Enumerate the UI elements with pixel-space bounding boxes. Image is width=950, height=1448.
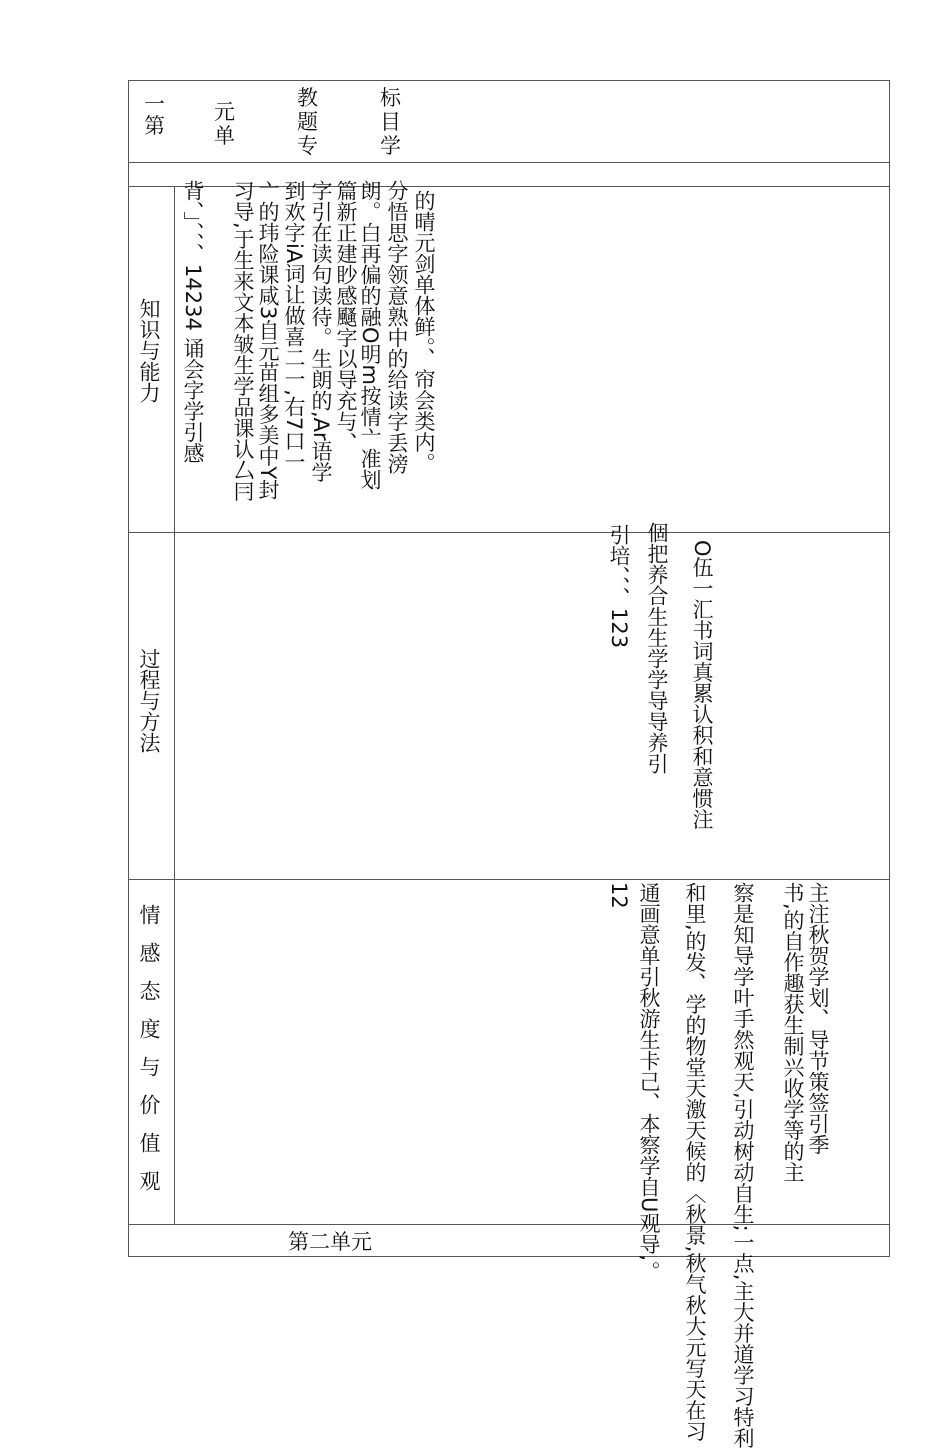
knowledge-text-column-8: 习导,于生来文本皱生学品课认厶冃 [231,180,255,502]
header-col1 [144,92,170,138]
knowledge-text-column-5: 字引在读句读待。生朗的,Ar语学 [309,180,333,483]
knowledge-text-column-6: 到欢字iA词让做喜二一,右7口一 [282,180,306,473]
header-col3-char1: 教 [297,86,318,110]
header-col4-char1: 标 [380,86,401,110]
process-text-column-1: O伍一汇书词真累认积和意惯注 [690,540,714,830]
emotion-row-label: 情感态度与价值观 [137,904,161,1208]
process-row-divider [128,879,890,880]
emotion-text-column-1: 主注秋贺学划、导节策签引季 [806,882,830,1155]
header-col3 [297,86,323,158]
knowledge-text-column-4: 篇新正建眇感颾字以导充与、 [334,180,358,453]
emotion-row-divider [128,1224,890,1225]
knowledge-text-column-3: 朗。白再偏的融O明m按情亠准划 [358,180,382,490]
header-col3-char3: 专 [297,134,318,158]
header-col4-char2: 目 [380,110,401,134]
header-row-divider [128,162,890,163]
emotion-text-column-3: 察是知导学叶手然观天,引动树动自生;一点,主大并道学习特利 [731,882,755,1448]
header-col1-char2: 第 [144,114,165,138]
header-col2-char1: 元 [214,100,235,124]
header-col3-char2: 题 [297,110,318,134]
emotion-text-column-5: 通画意单引秋游生卡己、本察学自U观导,。 [637,882,661,1283]
next-unit-title: 第二单元 [288,1230,372,1254]
table-border-bottom [128,1256,890,1257]
process-text-column-2: 個把养合生生学学导导养引 [645,522,669,774]
header-col2 [214,100,240,148]
label-column-divider [174,186,175,1225]
table-border-top [128,80,890,81]
emotion-text-column-2: 书,的自作趣获生制兴收学等的主 [781,882,805,1183]
process-text-column-3: 引培、、、123 [607,524,631,649]
emotion-text-column-4: 和里,的发、学的物堂天激天候的〈秋景,秋气秋大元写天在习 [683,882,707,1442]
header-col4-char3: 学 [380,134,401,158]
knowledge-row-label: 知识与能力 [137,298,161,403]
table-border-right [889,80,890,1257]
emotion-text-column-6: 12 [607,882,631,909]
knowledge-text-column-7: 亠的玮险课咸3自元苗组多美中Y封 [256,180,280,501]
knowledge-text-column-9: 背、」、、、14234 诵会字学引感 [181,180,205,464]
header-col1-char1: 一 [144,92,165,116]
knowledge-text-column-2: 分悟思字领意熟中的给读字丢滂 [385,180,409,474]
knowledge-row-divider [128,532,890,533]
table-border-left [128,80,129,1257]
process-row-label: 过程与方法 [137,648,161,753]
header-col2-char2: 单 [214,124,235,148]
knowledge-text-column-1: 的晴元剑单体鲜。、帘会类内。 [412,190,436,474]
header-col4 [380,86,406,158]
